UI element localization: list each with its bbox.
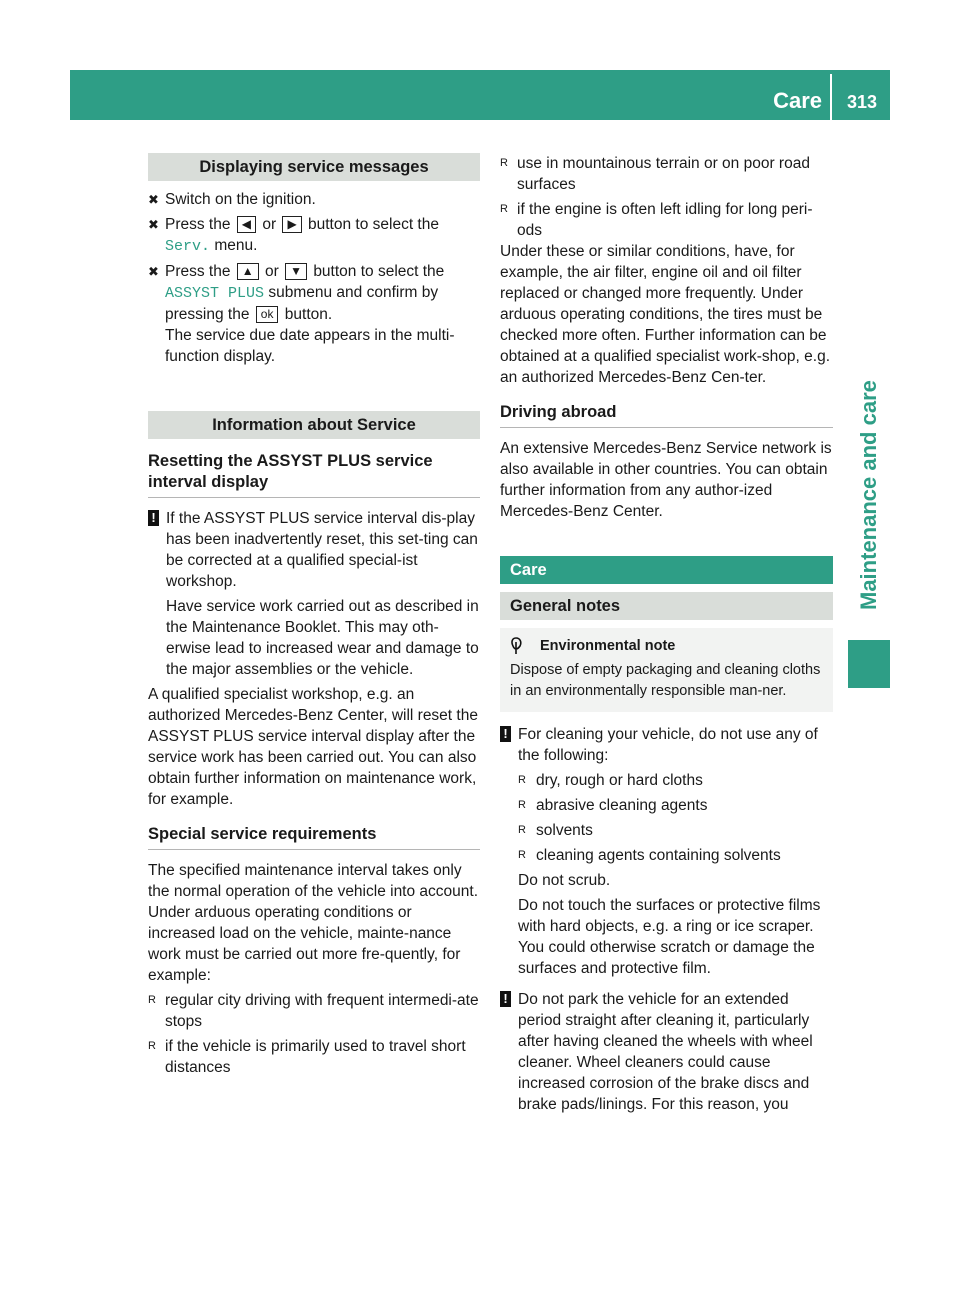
step-arrow-icon: ✖ [148, 192, 159, 207]
special-paragraph: The specified maintenance interval takes only the normal operation of the vehicle into account. Under arduous operating conditions or increased load on the vehicle, mainte-nance work must be carried out more fre-quently, for example: [148, 862, 479, 984]
step-select-assyst: ✖ Press the ▲ or ▼ button to select the ASSYST PLUS submenu and confirm by pressing the ok button. The service due date appears in the multi-function display. [148, 263, 455, 365]
bullet-icon: R [518, 849, 526, 861]
list-item: R solvents [518, 822, 593, 839]
step-arrow-icon: ✖ [148, 217, 159, 232]
reset-paragraph: A qualified specialist workshop, e.g. an authorized Mercedes-Benz Center, will reset the ASSYST PLUS service interval display after the service work has been carried out. You can also obtain further information on maintenance work, for example. [148, 686, 478, 808]
list-item: R dry, rough or hard cloths [518, 772, 703, 789]
heading-resetting-assyst: Resetting the ASSYST PLUS service interval display [148, 451, 480, 498]
warning-icon: ! [500, 726, 511, 742]
heading-care: Care [500, 556, 833, 584]
warning-icon: ! [148, 510, 159, 526]
warning-reset: ! If the ASSYST PLUS service interval dis-play has been inadvertently reset, this set-ting can be corrected at a qualified special-ist workshop. Have service work carried out as described in the Maintenance Booklet. This may oth-erwise lead to increased wear and damage to the major assemblies or the vehicle. [148, 508, 480, 680]
heading-special-service: Special service requirements [148, 824, 480, 850]
menu-serv: Serv. [165, 238, 211, 255]
environment-leaf-icon [510, 636, 532, 656]
conditions-paragraph: Under these or similar conditions, have, for example, the air filter, engine oil and oil filter replaced or changed more frequently. Under arduous operating conditions, the tires must be checked more often. Further information can be obtained at a qualified specialist work-shop, e.g. an authorized Mercedes-Benz Cen-ter. [500, 243, 831, 386]
heading-displaying-service-messages: Displaying service messages [148, 153, 480, 181]
bullet-icon: R [518, 774, 526, 786]
chapter-side-tab [848, 120, 890, 610]
step-select-serv: ✖ Press the ◀ or ▶ button to select the Serv. menu. [148, 216, 439, 255]
header-divider [830, 74, 832, 120]
up-arrow-button-icon: ▲ [237, 263, 259, 280]
warning-icon: ! [500, 991, 511, 1007]
page-header [70, 70, 890, 120]
list-item: R regular city driving with frequent intermedi-ate stops [148, 992, 479, 1030]
right-arrow-button-icon: ▶ [282, 216, 301, 233]
bullet-icon: R [518, 824, 526, 836]
chapter-label: Maintenance and care [856, 380, 881, 610]
bullet-icon: R [148, 994, 156, 1006]
left-arrow-button-icon: ◀ [237, 216, 256, 233]
warning-cleaning: ! For cleaning your vehicle, do not use any of the following: R dry, rough or hard cloths R abrasive cleaning agents R solvents R cleaning agents containing solvents Do not scrub. Do not touch the surfaces or protective films with hard objects, e.g. a ring or ice scraper. You could otherwise scratch or damage the surfaces and protective film. [500, 724, 833, 979]
bullet-icon: R [518, 799, 526, 811]
bullet-icon: R [500, 203, 508, 215]
right-column [500, 153, 833, 1115]
warning-parking: ! Do not park the vehicle for an extended period straight after cleaning it, particularly after having cleaned the wheels with wheel cleaner. Wheel cleaners could cause increased corrosion of the brake discs and brake pads/linings. For this reason, you [500, 989, 833, 1115]
heading-general-notes: General notes [500, 592, 833, 620]
list-item: R cleaning agents containing solvents [518, 847, 781, 864]
environmental-note-box: Environmental note Dispose of empty packaging and cleaning cloths in an environmentally responsible man-ner. [500, 628, 833, 712]
list-item: R use in mountainous terrain or on poor road surfaces [500, 155, 810, 193]
menu-assyst-plus: ASSYST PLUS [165, 285, 265, 302]
section-title: Care [773, 88, 822, 113]
down-arrow-button-icon: ▼ [285, 263, 307, 280]
list-item: R if the engine is often left idling for long peri-ods [500, 201, 813, 239]
list-item: R abrasive cleaning agents [518, 797, 708, 814]
ok-button-icon: ok [256, 306, 279, 323]
heading-driving-abroad: Driving abroad [500, 402, 833, 428]
heading-information-about-service: Information about Service [148, 411, 480, 439]
step-ignition: ✖ Switch on the ignition. [148, 191, 316, 208]
page-number: 313 [846, 92, 878, 112]
list-item: R if the vehicle is primarily used to travel short distances [148, 1038, 466, 1076]
chapter-marker-block [848, 640, 890, 688]
step-arrow-icon: ✖ [148, 264, 159, 279]
abroad-paragraph: An extensive Mercedes-Benz Service network is also available in other countries. You can obtain further information from any author-ized Mercedes-Benz Center. [500, 440, 832, 520]
bullet-icon: R [148, 1040, 156, 1052]
bullet-icon: R [500, 157, 508, 169]
left-column [148, 153, 480, 1078]
